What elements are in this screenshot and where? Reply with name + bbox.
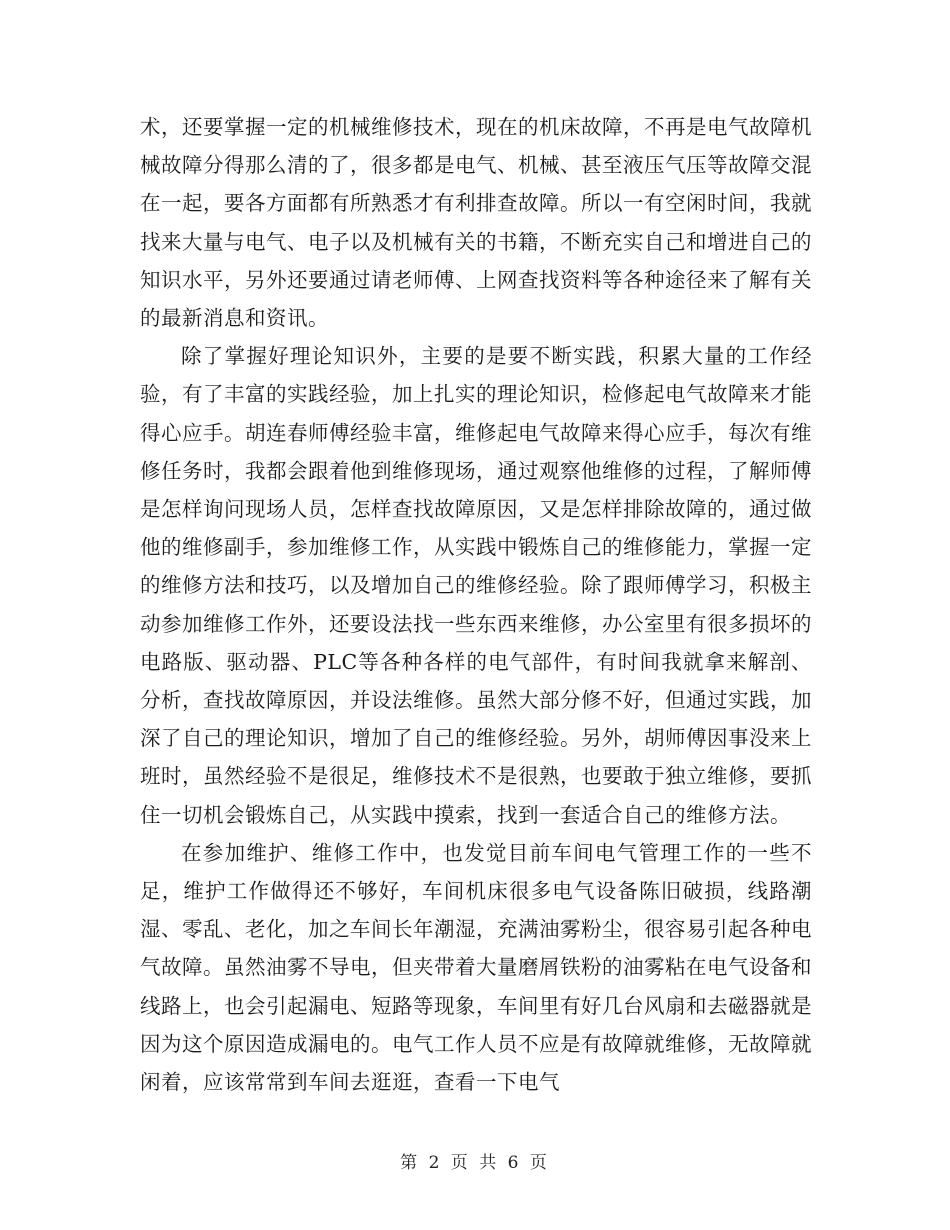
paragraph-1: 术，还要掌握一定的机械维修技术，现在的机床故障，不再是电气故障机械故障分得那么清的了，很多都是电气、机械、甚至液压气压等故障交混在一起，要各方面都有所熟悉才有利排查故障。所以一有空闲时间，我就找来大量与电气、电子以及机械有关的书籍，不断充实自己和增进自己的知识水平，另外还要通过请老师傅、上网查找资料等各种途径来了解有关的最新消息和资讯。 (140, 115, 812, 331)
page-number-footer: 第 2 页 共 6 页 (400, 1153, 550, 1173)
paragraph-2: 除了掌握好理论知识外，主要的是要不断实践，积累大量的工作经验，有了丰富的实践经验，加上扎实的理论知识，检修起电气故障来才能得心应手。胡连春师傅经验丰富，维修起电气故障来得心应手，每次有维修任务时，我都会跟着他到维修现场，通过观察他维修的过程，了解师傅是怎样询问现场人员，怎样查找故障原因，又是怎样排除故障的，通过做他的维修副手，参加维修工作，从实践中锻炼自己的维修能力，掌握一定的维修方法和技巧，以及增加自己的维修经验。除了跟师傅学习，积极主动参加维修工作外，还要设法找一些东西来维修，办公室里有很多损坏的电路版、驱动器、PLC等各种各样的电气部件，有时间我就拿来解剖、分析，查找故障原因，并设法维修。虽然大部分修不好，但通过实践，加深了自己的理论知识，增加了自己的维修经验。另外，胡师傅因事没来上班时，虽然经验不是很足，维修技术不是很熟，也要敢于独立维修，要抓住一切机会锻炼自己，从实践中摸索，找到一套适合自己的维修方法。 (140, 344, 812, 827)
paragraph-3: 在参加维护、维修工作中，也发觉目前车间电气管理工作的一些不足，维护工作做得还不够好，车间机床很多电气设备陈旧破损，线路潮湿、零乱、老化，加之车间长年潮湿，充满油雾粉尘，很容易引起各种电气故障。虽然油雾不导电，但夹带着大量磨屑铁粉的油雾粘在电气设备和线路上，也会引起漏电、短路等现象，车间里有好几台风扇和去磁器就是因为这个原因造成漏电的。电气工作人员不应是有故障就维修，无故障就闲着，应该常常到车间去逛逛，查看一下电气 (140, 840, 812, 1095)
document-body (140, 108, 812, 1101)
